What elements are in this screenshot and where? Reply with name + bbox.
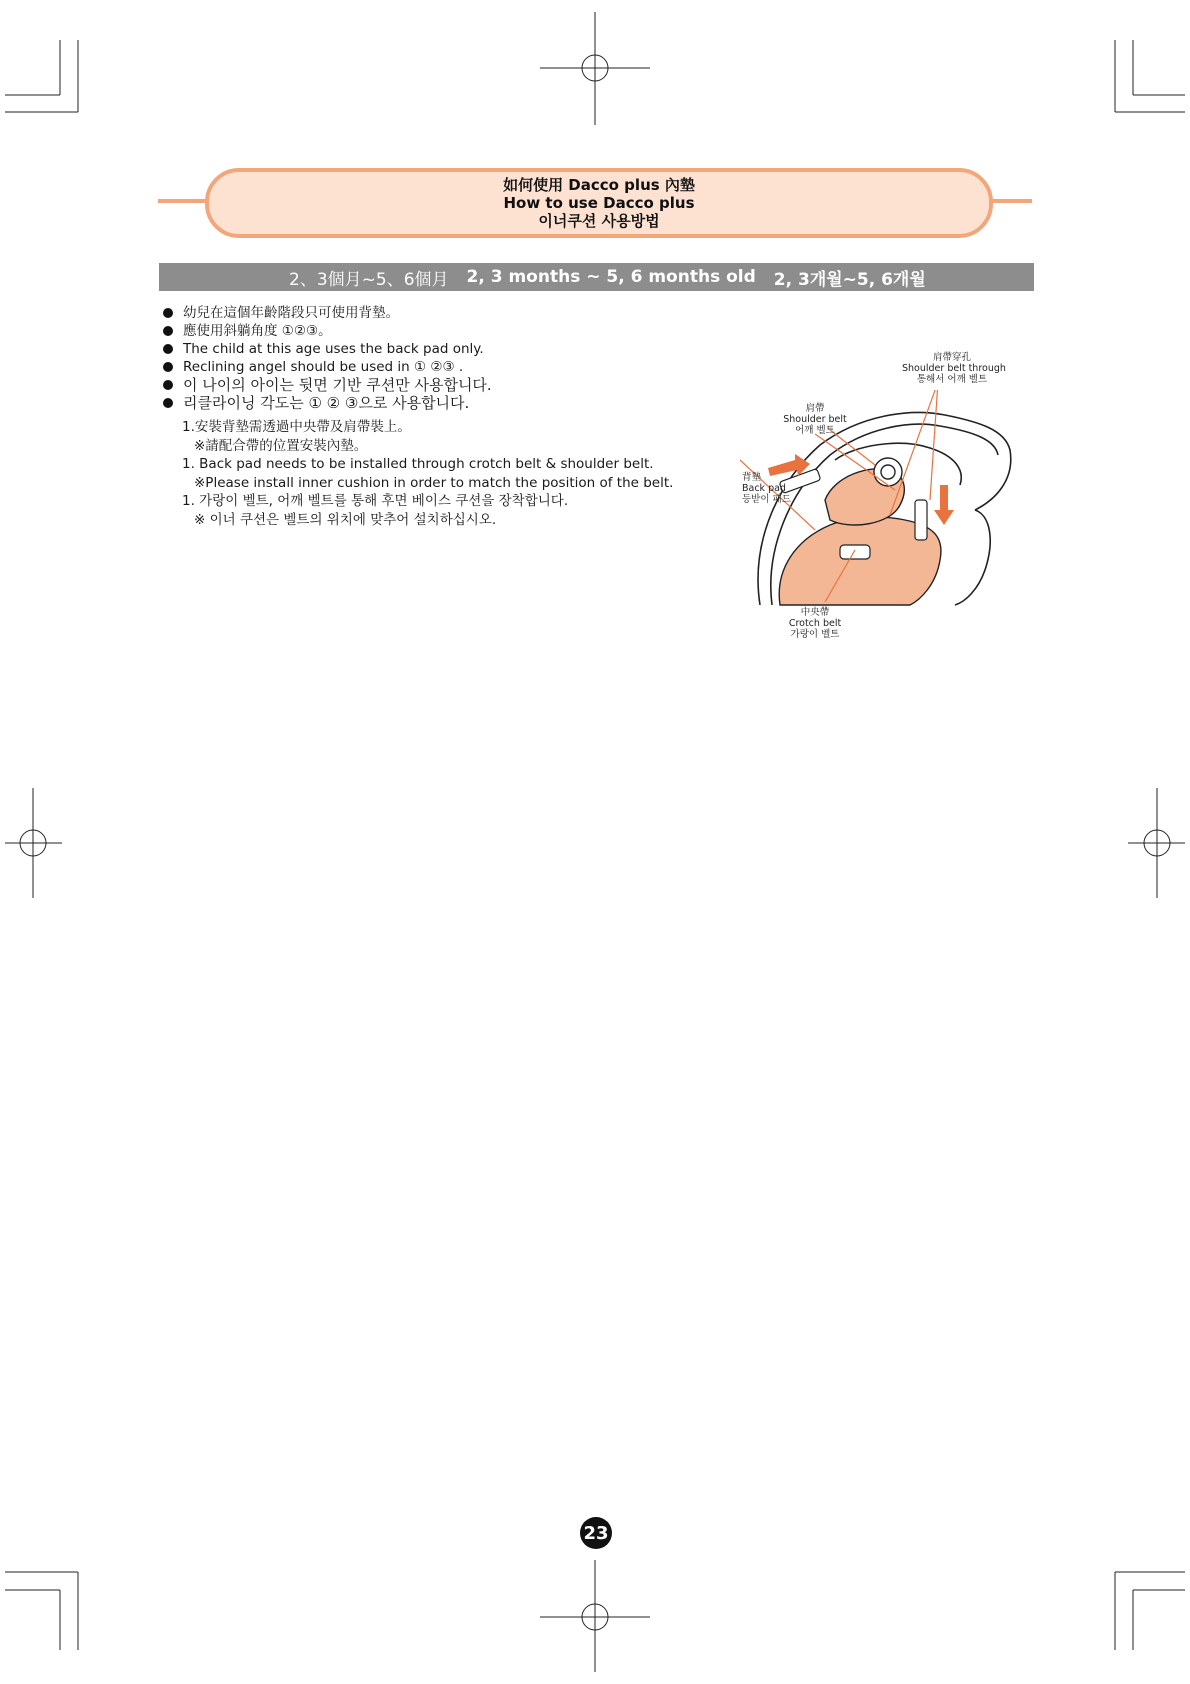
install-steps bbox=[182, 418, 702, 529]
bullet-item: 應使用斜躺角度 ①②③。 bbox=[163, 322, 723, 340]
age-band bbox=[159, 263, 1034, 291]
bullet-item: 이 나이의 아이는 뒷면 기반 쿠션만 사용합니다. bbox=[163, 376, 723, 394]
page-number: 23 bbox=[580, 1517, 612, 1549]
step-zh: 1.安裝背墊需透過中央帶及肩帶裝上。 bbox=[182, 419, 411, 435]
bullet-icon bbox=[163, 326, 173, 336]
step-en: 1. Back pad needs to be installed through crotch belt & shoulder belt. bbox=[182, 456, 654, 472]
age-band-kr: 2, 3개월~5, 6개월 bbox=[773, 269, 926, 290]
step-kr-note: ※ 이너 쿠션은 벨트의 위치에 맞추어 설치하십시오. bbox=[194, 511, 497, 528]
buckle-icon bbox=[874, 458, 902, 486]
step-kr: 1. 가랑이 벨트, 어깨 벨트를 통해 후면 베이스 쿠션을 장착합니다. bbox=[182, 493, 569, 509]
bullet-icon bbox=[163, 362, 173, 372]
age-band-zh: 2、3個月~5、6個月 bbox=[289, 269, 449, 290]
title-zh: 如何使用 Dacco plus 內墊 bbox=[503, 176, 695, 194]
bullet-item: The child at this age uses the back pad only. bbox=[163, 340, 723, 358]
bullet-item: Reclining angel should be used in ① ②③ . bbox=[163, 358, 723, 376]
bullet-icon bbox=[163, 308, 173, 318]
arrow-down-icon bbox=[934, 485, 954, 525]
bullet-icon bbox=[163, 344, 173, 354]
bullet-list bbox=[163, 304, 723, 412]
title-box bbox=[205, 168, 993, 238]
age-band-en: 2, 3 months ~ 5, 6 months old bbox=[466, 267, 756, 287]
label-back-pad: 背墊 Back pad 등받이 패드 bbox=[742, 472, 791, 505]
label-crotch-belt: 中央帶 Crotch belt 가랑이 벨트 bbox=[788, 607, 842, 640]
bullet-icon bbox=[163, 380, 173, 390]
bullet-icon bbox=[163, 398, 173, 408]
label-shoulder-belt: 肩帶 Shoulder belt 어깨 벨트 bbox=[783, 403, 847, 436]
step-zh-note: ※請配合帶的位置安裝內墊。 bbox=[194, 437, 368, 454]
bullet-item: 리클라이닝 각도는 ① ② ③으로 사용합니다. bbox=[163, 394, 723, 412]
title-kr: 이너쿠션 사용방법 bbox=[538, 212, 660, 230]
label-shoulder-belt-through: 肩帶穿孔 Shoulder belt through 통해서 어깨 벨트 bbox=[902, 352, 1006, 385]
title-en: How to use Dacco plus bbox=[503, 194, 695, 212]
step-en-note: ※Please install inner cushion in order to match the position of the belt. bbox=[194, 474, 674, 491]
bullet-item: 幼兒在這個年齡階段只可使用背墊。 bbox=[163, 304, 723, 322]
